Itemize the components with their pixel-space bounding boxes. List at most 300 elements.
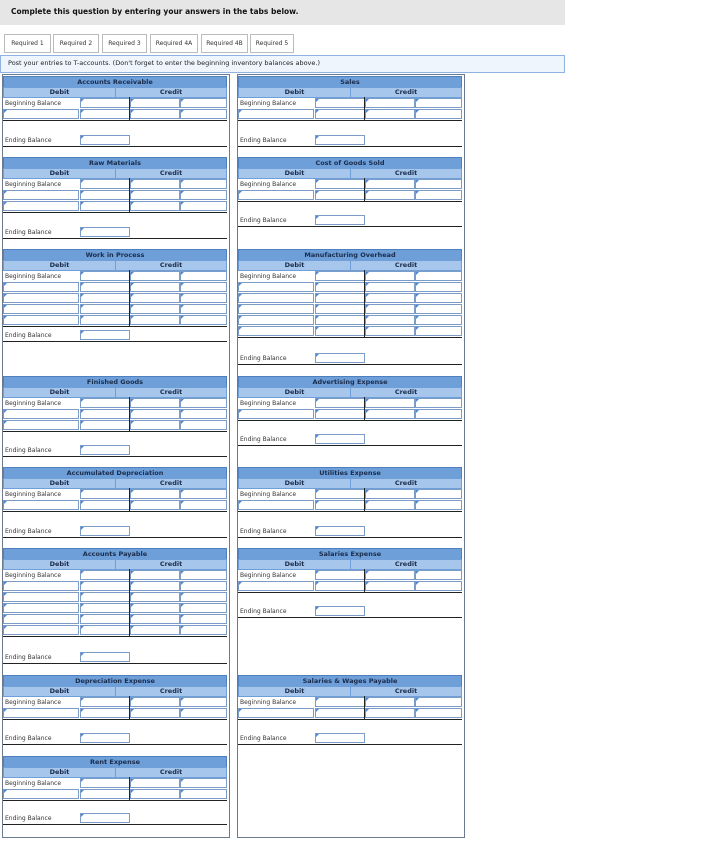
t-account-manufacturing-overhead bbox=[238, 249, 462, 367]
credit-account-input[interactable] bbox=[415, 697, 462, 707]
t-account-divider bbox=[364, 178, 365, 201]
debit-amount-input[interactable] bbox=[315, 489, 365, 499]
credit-amount-input[interactable] bbox=[130, 789, 180, 799]
beginning-balance-label: Beginning Balance bbox=[240, 181, 297, 188]
t-account-divider bbox=[364, 488, 365, 511]
ending-rule bbox=[3, 537, 227, 538]
debit-amount-input[interactable] bbox=[80, 190, 130, 200]
credit-header: Credit bbox=[115, 686, 227, 697]
ending-balance-label: Ending Balance bbox=[240, 217, 287, 224]
ending-balance-input[interactable] bbox=[315, 733, 365, 743]
credit-header: Credit bbox=[115, 559, 227, 570]
debit-amount-input[interactable] bbox=[80, 592, 130, 602]
ending-balance-input[interactable] bbox=[315, 606, 365, 616]
debit-amount-input[interactable] bbox=[80, 500, 130, 510]
ending-balance-label: Ending Balance bbox=[240, 137, 287, 144]
debit-amount-input[interactable] bbox=[80, 293, 130, 303]
debit-amount-input[interactable] bbox=[315, 304, 365, 314]
ending-balance-label: Ending Balance bbox=[5, 332, 52, 339]
debit-amount-input[interactable] bbox=[315, 190, 365, 200]
ending-balance-input[interactable] bbox=[80, 445, 130, 455]
credit-header: Credit bbox=[350, 168, 462, 179]
debit-header: Debit bbox=[238, 686, 351, 697]
credit-account-input[interactable] bbox=[415, 179, 462, 189]
ending-balance-label: Ending Balance bbox=[240, 735, 287, 742]
balance-rule bbox=[3, 511, 227, 512]
credit-amount-input[interactable] bbox=[130, 179, 180, 189]
debit-account-input[interactable] bbox=[238, 581, 314, 591]
balance-rule bbox=[238, 420, 462, 421]
beginning-balance-label: Beginning Balance bbox=[240, 400, 297, 407]
beginning-balance-label: Beginning Balance bbox=[5, 780, 62, 787]
credit-header: Credit bbox=[115, 260, 227, 271]
debit-amount-input[interactable] bbox=[315, 326, 365, 336]
beginning-balance-label: Beginning Balance bbox=[5, 572, 62, 579]
credit-amount-input[interactable] bbox=[130, 592, 180, 602]
debit-account-input[interactable] bbox=[238, 500, 314, 510]
ending-balance-input[interactable] bbox=[80, 330, 130, 340]
debit-header: Debit bbox=[3, 168, 116, 179]
credit-account-input[interactable] bbox=[180, 581, 227, 591]
beginning-balance-label: Beginning Balance bbox=[240, 491, 297, 498]
debit-account-input[interactable] bbox=[3, 109, 79, 119]
credit-header: Credit bbox=[350, 387, 462, 398]
credit-amount-input[interactable] bbox=[130, 625, 180, 635]
debit-amount-input[interactable] bbox=[315, 98, 365, 108]
debit-amount-input[interactable] bbox=[80, 778, 130, 788]
debit-amount-input[interactable] bbox=[315, 315, 365, 325]
credit-account-input[interactable] bbox=[180, 603, 227, 613]
ending-balance-input[interactable] bbox=[80, 652, 130, 662]
debit-amount-input[interactable] bbox=[80, 109, 130, 119]
beginning-balance-label: Beginning Balance bbox=[5, 491, 62, 498]
debit-header: Debit bbox=[238, 260, 351, 271]
ending-balance-input[interactable] bbox=[80, 813, 130, 823]
credit-amount-input[interactable] bbox=[365, 179, 415, 189]
debit-amount-input[interactable] bbox=[315, 581, 365, 591]
t-account-divider bbox=[364, 270, 365, 337]
t-account-title: Work in Process bbox=[3, 249, 227, 261]
debit-amount-input[interactable] bbox=[80, 409, 130, 419]
debit-header: Debit bbox=[3, 478, 116, 489]
credit-account-input[interactable] bbox=[180, 789, 227, 799]
credit-account-input[interactable] bbox=[180, 500, 227, 510]
credit-amount-input[interactable] bbox=[130, 315, 180, 325]
ending-balance-input[interactable] bbox=[315, 434, 365, 444]
ending-balance-input[interactable] bbox=[80, 526, 130, 536]
debit-account-input[interactable] bbox=[238, 315, 314, 325]
credit-amount-input[interactable] bbox=[130, 271, 180, 281]
beginning-balance-label: Beginning Balance bbox=[240, 100, 297, 107]
credit-account-input[interactable] bbox=[180, 304, 227, 314]
debit-amount-input[interactable] bbox=[315, 109, 365, 119]
ending-balance-label: Ending Balance bbox=[240, 528, 287, 535]
debit-account-input[interactable] bbox=[3, 592, 79, 602]
ending-balance-input[interactable] bbox=[315, 135, 365, 145]
beginning-balance-label: Beginning Balance bbox=[5, 273, 62, 280]
credit-amount-input[interactable] bbox=[130, 201, 180, 211]
t-account-accumulated-depreciation bbox=[3, 467, 227, 540]
t-account-title: Accounts Receivable bbox=[3, 76, 227, 88]
ending-balance-label: Ending Balance bbox=[5, 815, 52, 822]
credit-account-input[interactable] bbox=[415, 282, 462, 292]
balance-rule bbox=[238, 201, 462, 202]
balance-rule bbox=[3, 326, 227, 327]
credit-account-input[interactable] bbox=[415, 98, 462, 108]
ending-rule bbox=[238, 146, 462, 147]
credit-amount-input[interactable] bbox=[365, 581, 415, 591]
credit-amount-input[interactable] bbox=[130, 614, 180, 624]
credit-amount-input[interactable] bbox=[130, 293, 180, 303]
debit-account-input[interactable] bbox=[3, 304, 79, 314]
debit-header: Debit bbox=[238, 559, 351, 570]
debit-account-input[interactable] bbox=[3, 201, 79, 211]
credit-account-input[interactable] bbox=[415, 315, 462, 325]
credit-account-input[interactable] bbox=[180, 315, 227, 325]
credit-amount-input[interactable] bbox=[130, 409, 180, 419]
t-account-divider bbox=[129, 696, 130, 719]
credit-account-input[interactable] bbox=[180, 697, 227, 707]
credit-amount-input[interactable] bbox=[365, 190, 415, 200]
t-account-divider bbox=[129, 397, 130, 431]
credit-amount-input[interactable] bbox=[130, 190, 180, 200]
ending-balance-input[interactable] bbox=[80, 135, 130, 145]
t-account-divider bbox=[364, 397, 365, 420]
credit-amount-input[interactable] bbox=[130, 98, 180, 108]
beginning-balance-label: Beginning Balance bbox=[240, 699, 297, 706]
t-account-finished-goods bbox=[3, 376, 227, 459]
beginning-balance-label: Beginning Balance bbox=[5, 400, 62, 407]
tab-required-1[interactable]: Required 1 bbox=[4, 34, 51, 53]
balance-rule bbox=[3, 431, 227, 432]
t-account-salaries-expense bbox=[238, 548, 462, 620]
credit-amount-input[interactable] bbox=[130, 570, 180, 580]
credit-amount-input[interactable] bbox=[365, 315, 415, 325]
balance-rule bbox=[3, 636, 227, 637]
debit-amount-input[interactable] bbox=[315, 409, 365, 419]
tab-required-4b[interactable]: Required 4B bbox=[201, 34, 248, 53]
t-account-utilities-expense bbox=[238, 467, 462, 540]
debit-amount-input[interactable] bbox=[80, 398, 130, 408]
debit-header: Debit bbox=[3, 387, 116, 398]
tab-required-4a[interactable]: Required 4A bbox=[150, 34, 198, 53]
balance-rule bbox=[3, 212, 227, 213]
beginning-balance-label: Beginning Balance bbox=[5, 699, 62, 706]
debit-amount-input[interactable] bbox=[80, 614, 130, 624]
debit-amount-input[interactable] bbox=[80, 708, 130, 718]
t-account-title: Finished Goods bbox=[3, 376, 227, 388]
credit-amount-input[interactable] bbox=[130, 581, 180, 591]
credit-header: Credit bbox=[350, 686, 462, 697]
credit-account-input[interactable] bbox=[180, 293, 227, 303]
credit-account-input[interactable] bbox=[415, 581, 462, 591]
debit-amount-input[interactable] bbox=[80, 570, 130, 580]
ending-rule bbox=[238, 744, 462, 745]
debit-account-input[interactable] bbox=[238, 109, 314, 119]
debit-account-input[interactable] bbox=[238, 190, 314, 200]
debit-account-input[interactable] bbox=[3, 315, 79, 325]
debit-account-input[interactable] bbox=[3, 581, 79, 591]
debit-amount-input[interactable] bbox=[315, 271, 365, 281]
credit-account-input[interactable] bbox=[180, 592, 227, 602]
t-account-title: Accounts Payable bbox=[3, 548, 227, 560]
credit-amount-input[interactable] bbox=[130, 500, 180, 510]
ending-rule bbox=[3, 341, 227, 342]
debit-account-input[interactable] bbox=[3, 789, 79, 799]
debit-account-input[interactable] bbox=[3, 409, 79, 419]
balance-rule bbox=[238, 592, 462, 593]
credit-account-input[interactable] bbox=[180, 778, 227, 788]
ending-rule bbox=[238, 617, 462, 618]
credit-account-input[interactable] bbox=[180, 625, 227, 635]
t-account-work-in-process bbox=[3, 249, 227, 344]
credit-account-input[interactable] bbox=[415, 190, 462, 200]
debit-header: Debit bbox=[3, 686, 116, 697]
debit-header: Debit bbox=[3, 260, 116, 271]
tab-required-3[interactable]: Required 3 bbox=[102, 34, 147, 53]
credit-account-input[interactable] bbox=[180, 708, 227, 718]
ending-balance-input[interactable] bbox=[315, 526, 365, 536]
ending-rule bbox=[3, 456, 227, 457]
credit-account-input[interactable] bbox=[180, 179, 227, 189]
debit-amount-input[interactable] bbox=[80, 697, 130, 707]
credit-amount-input[interactable] bbox=[130, 697, 180, 707]
instruction-text: Complete this question by entering your answers in the tabs below. bbox=[11, 7, 299, 16]
ending-balance-input[interactable] bbox=[80, 733, 130, 743]
credit-account-input[interactable] bbox=[180, 489, 227, 499]
credit-amount-input[interactable] bbox=[130, 778, 180, 788]
ending-rule bbox=[3, 146, 227, 147]
credit-account-input[interactable] bbox=[415, 409, 462, 419]
credit-account-input[interactable] bbox=[180, 570, 227, 580]
credit-amount-input[interactable] bbox=[130, 603, 180, 613]
debit-amount-input[interactable] bbox=[315, 697, 365, 707]
ending-balance-label: Ending Balance bbox=[5, 447, 52, 454]
credit-account-input[interactable] bbox=[180, 98, 227, 108]
debit-account-input[interactable] bbox=[3, 708, 79, 718]
debit-account-input[interactable] bbox=[3, 625, 79, 635]
beginning-balance-label: Beginning Balance bbox=[5, 100, 62, 107]
credit-header: Credit bbox=[115, 767, 227, 778]
credit-account-input[interactable] bbox=[415, 293, 462, 303]
t-account-divider bbox=[129, 97, 130, 120]
credit-header: Credit bbox=[350, 260, 462, 271]
ending-rule bbox=[238, 226, 462, 227]
credit-account-input[interactable] bbox=[415, 708, 462, 718]
credit-account-input[interactable] bbox=[415, 398, 462, 408]
credit-amount-input[interactable] bbox=[365, 570, 415, 580]
debit-amount-input[interactable] bbox=[315, 708, 365, 718]
debit-amount-input[interactable] bbox=[80, 581, 130, 591]
debit-amount-input[interactable] bbox=[315, 293, 365, 303]
ending-balance-input[interactable] bbox=[315, 215, 365, 225]
credit-account-input[interactable] bbox=[415, 304, 462, 314]
credit-account-input[interactable] bbox=[180, 282, 227, 292]
credit-account-input[interactable] bbox=[415, 489, 462, 499]
credit-amount-input[interactable] bbox=[365, 98, 415, 108]
credit-amount-input[interactable] bbox=[365, 489, 415, 499]
credit-header: Credit bbox=[115, 168, 227, 179]
t-account-accounts-payable bbox=[3, 548, 227, 666]
t-account-sales bbox=[238, 76, 462, 149]
credit-account-input[interactable] bbox=[180, 190, 227, 200]
debit-amount-input[interactable] bbox=[80, 179, 130, 189]
credit-header: Credit bbox=[350, 87, 462, 98]
credit-amount-input[interactable] bbox=[130, 489, 180, 499]
balance-rule bbox=[238, 719, 462, 720]
t-account-title: Rent Expense bbox=[3, 756, 227, 768]
credit-account-input[interactable] bbox=[415, 271, 462, 281]
credit-amount-input[interactable] bbox=[365, 109, 415, 119]
t-account-divider bbox=[364, 97, 365, 120]
beginning-balance-label: Beginning Balance bbox=[5, 181, 62, 188]
ending-balance-label: Ending Balance bbox=[5, 528, 52, 535]
credit-amount-input[interactable] bbox=[365, 398, 415, 408]
credit-account-input[interactable] bbox=[180, 398, 227, 408]
credit-amount-input[interactable] bbox=[365, 304, 415, 314]
ending-balance-input[interactable] bbox=[315, 353, 365, 363]
t-account-title: Advertising Expense bbox=[238, 376, 462, 388]
debit-amount-input[interactable] bbox=[80, 201, 130, 211]
credit-amount-input[interactable] bbox=[130, 109, 180, 119]
t-account-divider bbox=[129, 569, 130, 636]
balance-rule bbox=[238, 337, 462, 338]
debit-account-input[interactable] bbox=[3, 603, 79, 613]
debit-amount-input[interactable] bbox=[80, 489, 130, 499]
debit-amount-input[interactable] bbox=[80, 282, 130, 292]
credit-amount-input[interactable] bbox=[130, 708, 180, 718]
credit-amount-input[interactable] bbox=[365, 708, 415, 718]
debit-amount-input[interactable] bbox=[315, 398, 365, 408]
debit-account-input[interactable] bbox=[238, 282, 314, 292]
t-account-divider bbox=[364, 696, 365, 719]
debit-account-input[interactable] bbox=[238, 409, 314, 419]
tab-required-5[interactable]: Required 5 bbox=[250, 34, 294, 53]
ending-balance-label: Ending Balance bbox=[5, 654, 52, 661]
debit-amount-input[interactable] bbox=[315, 500, 365, 510]
debit-account-input[interactable] bbox=[3, 293, 79, 303]
t-account-title: Utilities Expense bbox=[238, 467, 462, 479]
debit-amount-input[interactable] bbox=[80, 315, 130, 325]
ending-balance-label: Ending Balance bbox=[240, 608, 287, 615]
ending-balance-label: Ending Balance bbox=[240, 355, 287, 362]
ending-balance-label: Ending Balance bbox=[240, 436, 287, 443]
debit-account-input[interactable] bbox=[3, 282, 79, 292]
credit-amount-input[interactable] bbox=[365, 282, 415, 292]
debit-account-input[interactable] bbox=[3, 420, 79, 430]
credit-account-input[interactable] bbox=[180, 409, 227, 419]
credit-account-input[interactable] bbox=[180, 614, 227, 624]
debit-amount-input[interactable] bbox=[80, 789, 130, 799]
debit-account-input[interactable] bbox=[238, 304, 314, 314]
debit-header: Debit bbox=[238, 387, 351, 398]
t-account-accounts-receivable bbox=[3, 76, 227, 149]
t-account-cost-of-goods-sold bbox=[238, 157, 462, 229]
t-account-title: Cost of Goods Sold bbox=[238, 157, 462, 169]
debit-header: Debit bbox=[238, 478, 351, 489]
debit-amount-input[interactable] bbox=[80, 271, 130, 281]
debit-account-input[interactable] bbox=[3, 500, 79, 510]
debit-amount-input[interactable] bbox=[80, 625, 130, 635]
debit-account-input[interactable] bbox=[238, 293, 314, 303]
ending-balance-label: Ending Balance bbox=[5, 229, 52, 236]
debit-header: Debit bbox=[3, 559, 116, 570]
credit-account-input[interactable] bbox=[180, 109, 227, 119]
credit-account-input[interactable] bbox=[415, 326, 462, 336]
t-account-advertising-expense bbox=[238, 376, 462, 448]
credit-account-input[interactable] bbox=[415, 570, 462, 580]
t-account-title: Salaries Expense bbox=[238, 548, 462, 560]
balance-rule bbox=[238, 120, 462, 121]
credit-amount-input[interactable] bbox=[365, 271, 415, 281]
credit-amount-input[interactable] bbox=[365, 293, 415, 303]
tab-required-2[interactable]: Required 2 bbox=[53, 34, 99, 53]
t-account-divider bbox=[129, 777, 130, 800]
ending-balance-input[interactable] bbox=[80, 227, 130, 237]
credit-account-input[interactable] bbox=[415, 109, 462, 119]
beginning-balance-label: Beginning Balance bbox=[240, 572, 297, 579]
credit-amount-input[interactable] bbox=[130, 304, 180, 314]
beginning-balance-label: Beginning Balance bbox=[240, 273, 297, 280]
t-account-title: Manufacturing Overhead bbox=[238, 249, 462, 261]
credit-header: Credit bbox=[350, 478, 462, 489]
ending-rule bbox=[3, 824, 227, 825]
post-entries-text: Post your entries to T-accounts. (Don't forget to enter the beginning inventory balances above.) bbox=[8, 59, 320, 67]
credit-amount-input[interactable] bbox=[130, 420, 180, 430]
ending-balance-label: Ending Balance bbox=[5, 137, 52, 144]
ending-rule bbox=[238, 445, 462, 446]
t-account-depreciation-expense bbox=[3, 675, 227, 747]
credit-amount-input[interactable] bbox=[365, 326, 415, 336]
debit-amount-input[interactable] bbox=[80, 98, 130, 108]
debit-account-input[interactable] bbox=[238, 326, 314, 336]
ending-balance-label: Ending Balance bbox=[5, 735, 52, 742]
t-account-rent-expense bbox=[3, 756, 227, 827]
debit-amount-input[interactable] bbox=[315, 179, 365, 189]
t-account-divider bbox=[129, 178, 130, 212]
credit-header: Credit bbox=[115, 387, 227, 398]
credit-amount-input[interactable] bbox=[130, 282, 180, 292]
credit-account-input[interactable] bbox=[180, 271, 227, 281]
ending-rule bbox=[3, 238, 227, 239]
t-account-salaries-and-wages-payable bbox=[238, 675, 462, 747]
ending-rule bbox=[3, 744, 227, 745]
credit-account-input[interactable] bbox=[415, 500, 462, 510]
credit-amount-input[interactable] bbox=[130, 398, 180, 408]
debit-amount-input[interactable] bbox=[315, 570, 365, 580]
credit-account-input[interactable] bbox=[180, 201, 227, 211]
debit-account-input[interactable] bbox=[238, 708, 314, 718]
credit-amount-input[interactable] bbox=[365, 697, 415, 707]
t-account-title: Sales bbox=[238, 76, 462, 88]
debit-amount-input[interactable] bbox=[80, 420, 130, 430]
credit-amount-input[interactable] bbox=[365, 500, 415, 510]
debit-amount-input[interactable] bbox=[80, 304, 130, 314]
credit-header: Credit bbox=[350, 559, 462, 570]
credit-amount-input[interactable] bbox=[365, 409, 415, 419]
t-account-raw-materials bbox=[3, 157, 227, 241]
debit-amount-input[interactable] bbox=[315, 282, 365, 292]
ending-rule bbox=[238, 537, 462, 538]
credit-header: Credit bbox=[115, 87, 227, 98]
debit-account-input[interactable] bbox=[3, 190, 79, 200]
credit-account-input[interactable] bbox=[180, 420, 227, 430]
debit-amount-input[interactable] bbox=[80, 603, 130, 613]
t-account-divider bbox=[129, 270, 130, 326]
instruction-header bbox=[0, 0, 565, 25]
post-entries-instruction bbox=[0, 55, 565, 73]
debit-account-input[interactable] bbox=[3, 614, 79, 624]
